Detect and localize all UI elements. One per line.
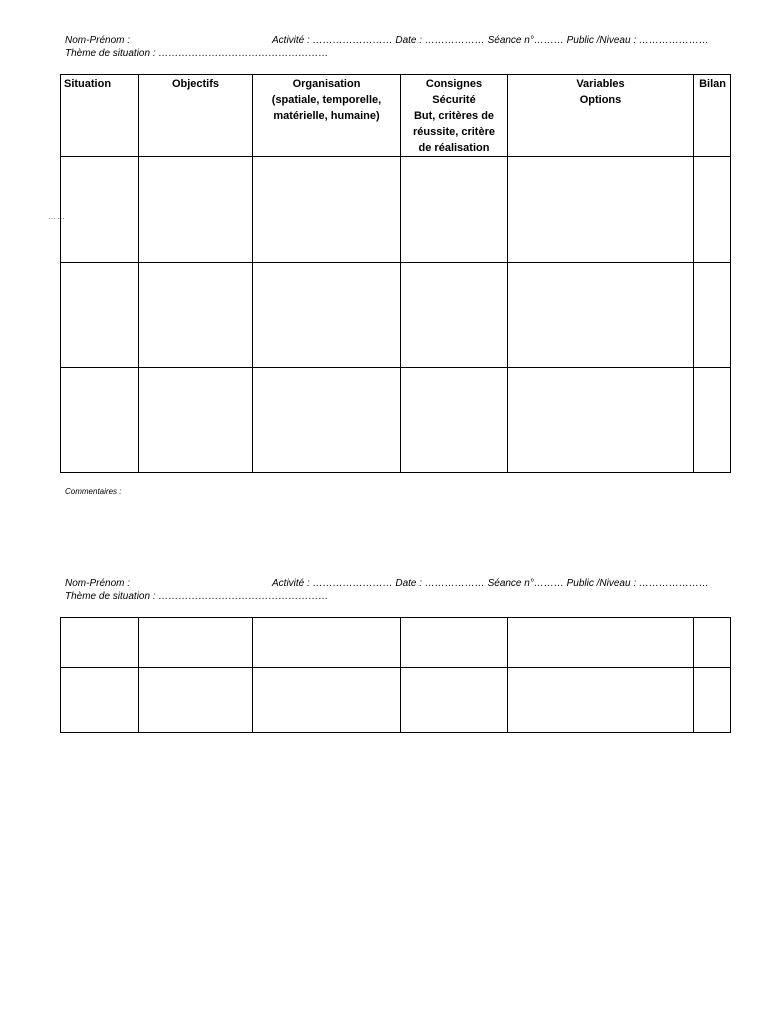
form-header-2: [65, 577, 709, 603]
table-cell[interactable]: [139, 368, 253, 473]
table-row: [61, 618, 731, 668]
form-header-1: [65, 34, 709, 60]
table-cell[interactable]: [401, 618, 508, 668]
table-cell[interactable]: [694, 368, 731, 473]
table-cell[interactable]: [694, 157, 731, 263]
col-header-organisation: Organisation (spatiale, temporelle, matérielle, humaine): [253, 75, 401, 157]
table-cell[interactable]: [61, 618, 139, 668]
commentaires-label: Commentaires :: [65, 487, 122, 496]
table-cell[interactable]: [508, 263, 694, 368]
table-cell[interactable]: [401, 263, 508, 368]
col-header-bilan: Bilan: [694, 75, 731, 157]
table-cell[interactable]: [139, 618, 253, 668]
table-cell[interactable]: [61, 263, 139, 368]
table-cell[interactable]: [694, 668, 731, 733]
table-cell[interactable]: [508, 618, 694, 668]
table-cell[interactable]: [401, 368, 508, 473]
col-header-objectifs: Objectifs: [139, 75, 253, 157]
table-cell[interactable]: [401, 668, 508, 733]
theme-situation-line: Thème de situation : ……………………………………………: [65, 591, 329, 602]
table-cell[interactable]: [139, 157, 253, 263]
col-header-situation: Situation: [61, 75, 139, 157]
table-cell[interactable]: [253, 368, 401, 473]
table-cell[interactable]: [401, 157, 508, 263]
theme-situation-line: Thème de situation : ……………………………………………: [65, 48, 329, 59]
table-cell[interactable]: [508, 368, 694, 473]
table-row: [61, 263, 731, 368]
activite-line: Activité : …………………… Date : ……………… Séance n°……… Public /Niveau : …………………: [272, 578, 709, 589]
table-header-row: [61, 75, 731, 157]
table-cell[interactable]: [694, 618, 731, 668]
situation-table-1: [60, 74, 731, 473]
nom-prenom-label: Nom-Prénom :: [65, 578, 131, 589]
table-cell[interactable]: [253, 668, 401, 733]
nom-prenom-label: Nom-Prénom :: [65, 35, 131, 46]
table-cell[interactable]: [508, 157, 694, 263]
col-header-consignes: Consignes Sécurité But, critères de réussite, critère de réalisation: [401, 75, 508, 157]
table-cell[interactable]: [61, 668, 139, 733]
table-row: [61, 368, 731, 473]
table-cell[interactable]: [139, 668, 253, 733]
table-cell[interactable]: [61, 368, 139, 473]
table-cell[interactable]: [253, 618, 401, 668]
table-cell[interactable]: [253, 157, 401, 263]
table-cell[interactable]: [139, 263, 253, 368]
table-cell[interactable]: [508, 668, 694, 733]
table-row: [61, 668, 731, 733]
activite-line: Activité : …………………… Date : ……………… Séance n°……… Public /Niveau : …………………: [272, 35, 709, 46]
table-cell[interactable]: [253, 263, 401, 368]
col-header-variables: Variables Options: [508, 75, 694, 157]
table-cell[interactable]: [61, 157, 139, 263]
table-cell[interactable]: [694, 263, 731, 368]
stray-dots: ……: [48, 212, 66, 221]
table-row: [61, 157, 731, 263]
situation-table-2: [60, 617, 731, 733]
